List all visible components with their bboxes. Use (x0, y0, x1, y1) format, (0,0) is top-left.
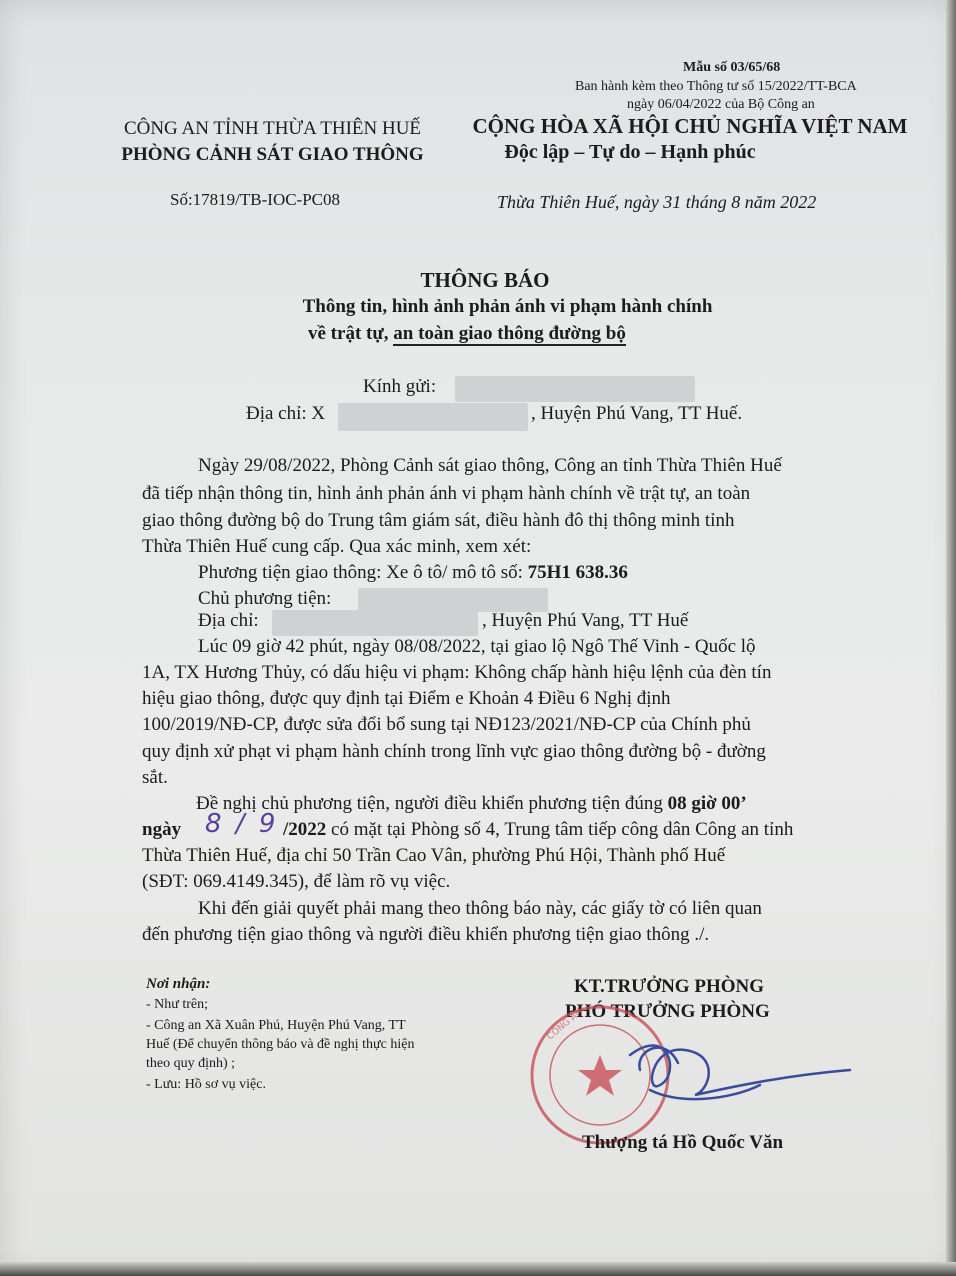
document-title: THÔNG BÁO (420, 268, 550, 292)
vehicle-plate: 75H1 638.36 (527, 562, 628, 583)
recipient-label: Kính gửi: (363, 376, 437, 397)
subtitle-part-b: an toàn giao thông đường bộ (393, 323, 626, 344)
recipient-address-rest: , Huyện Phú Vang, TT Huế. (531, 403, 743, 424)
redacted-owner-address (272, 610, 478, 636)
appointment-year: /2022 (283, 819, 327, 840)
para4-line1: Khi đến giải quyết phải mang theo thông báo này, các giấy tờ có liên quan (198, 898, 762, 919)
document-subtitle-line1: Thông tin, hình ảnh phản ánh vi phạm hành chính (302, 296, 713, 317)
signatory-role-2: PHÓ TRƯỞNG PHÒNG (565, 1001, 770, 1022)
para3-line2 (142, 819, 181, 841)
recipients-line2: - Công an Xã Xuân Phú, Huyện Phú Vang, TT (146, 1018, 406, 1033)
form-number: Mẫu số 03/65/68 (683, 60, 781, 75)
para3-line1-text: Đề nghị chủ phương tiện, người điều khiển phương tiện đúng (196, 793, 668, 814)
para1-line4: Thừa Thiên Huế cung cấp. Qua xác minh, xem xét: (142, 536, 532, 557)
vehicle-line (198, 562, 628, 584)
signatory-role-1: KT.TRƯỞNG PHÒNG (574, 976, 764, 997)
recipients-line4: theo quy định) ; (146, 1056, 236, 1071)
country-name: CỘNG HÒA XÃ HỘI CHỦ NGHĨA VIỆT NAM (472, 114, 908, 138)
handwritten-date: 8 / 9 (205, 809, 279, 839)
vehicle-label: Phương tiện giao thông: Xe ô tô/ mô tô số: (198, 562, 528, 583)
recipients-line1: - Như trên; (146, 997, 209, 1012)
para1-line2: đã tiếp nhận thông tin, hình ảnh phản ánh vi phạm hành chính về trật tự, an toàn (142, 483, 751, 504)
recipients-title: Nơi nhận: (146, 976, 211, 992)
para2-line2: 1A, TX Hương Thủy, có dấu hiệu vi phạm: Không chấp hành hiệu lệnh của đèn tín (142, 662, 772, 683)
recipients-line3: Huế (Để chuyển thông báo và đề nghị thực hiện (146, 1037, 415, 1052)
para2-line1: Lúc 09 giờ 42 phút, ngày 08/08/2022, tại giao lộ Ngô Thế Vinh - Quốc lộ (198, 636, 756, 657)
handwritten-signature (590, 1015, 890, 1135)
para2-line4: 100/2019/NĐ-CP, được sửa đổi bổ sung tại NĐ123/2021/NĐ-CP của Chính phủ (142, 714, 751, 735)
subtitle-part-a: về trật tự, (308, 323, 394, 344)
document-subtitle-line2 (308, 323, 626, 345)
para3-line2-rest (283, 819, 793, 841)
owner-label: Chủ phương tiện: (198, 588, 332, 609)
document-number: Số:17819/TB-IOC-PC08 (170, 190, 341, 209)
recipient-address-label: Địa chỉ: X (246, 403, 326, 424)
agency-name: CÔNG AN TỈNH THỪA THIÊN HUẾ (123, 118, 422, 139)
appointment-time: 08 giờ 00’ (667, 793, 747, 814)
owner-address-rest: , Huyện Phú Vang, TT Huế (482, 610, 689, 631)
department-name: PHÒNG CẢNH SÁT GIAO THÔNG (121, 144, 424, 165)
para2-line6: sắt. (142, 767, 168, 788)
redacted-owner (358, 588, 548, 612)
stamp-lettering: CÔNG AN (545, 1007, 585, 1043)
para3-line2-text: có mặt tại Phòng số 4, Trung tâm tiếp công dân Công an tỉnh (326, 819, 794, 840)
page-bottom-shadow (0, 1262, 956, 1276)
page-edge-shadow (946, 0, 956, 1276)
para1-line1: Ngày 29/08/2022, Phòng Cảnh sát giao thông, Công an tỉnh Thừa Thiên Huế (198, 455, 782, 476)
recipients-line5: - Lưu: Hồ sơ vụ việc. (146, 1077, 266, 1092)
para2-line5: quy định xử phạt vi phạm hành chính trong lĩnh vực giao thông đường bộ - đường (142, 741, 766, 762)
form-issued-line1: Ban hành kèm theo Thông tư số 15/2022/TT-BCA (575, 79, 857, 94)
appointment-day-label: ngày (142, 819, 182, 840)
owner-address-label: Địa chỉ: (198, 610, 259, 631)
para2-line3: hiệu giao thông, được quy định tại Điểm e Khoản 4 Điều 6 Nghị định (142, 688, 671, 709)
signatory-name: Thượng tá Hồ Quốc Văn (582, 1132, 784, 1153)
para3-line4: (SĐT: 069.4149.345), để làm rõ vụ việc. (142, 871, 451, 892)
redacted-recipient (455, 376, 695, 402)
para3-line1 (196, 793, 747, 815)
form-issued-line2: ngày 06/04/2022 của Bộ Công an (627, 97, 815, 112)
para4-line2: đến phương tiện giao thông và người điều khiển phương tiện giao thông ./. (142, 924, 710, 945)
place-date: Thừa Thiên Huế, ngày 31 tháng 8 năm 2022 (497, 192, 817, 212)
para1-line3: giao thông đường bộ do Trung tâm giám sát, điều hành đô thị thông minh tỉnh (142, 510, 735, 531)
redacted-recipient-address (338, 403, 528, 431)
para3-line3: Thừa Thiên Huế, địa chỉ 50 Trần Cao Vân, phường Phú Hội, Thành phố Huế (142, 845, 726, 866)
national-motto: Độc lập – Tự do – Hạnh phúc (504, 141, 756, 163)
